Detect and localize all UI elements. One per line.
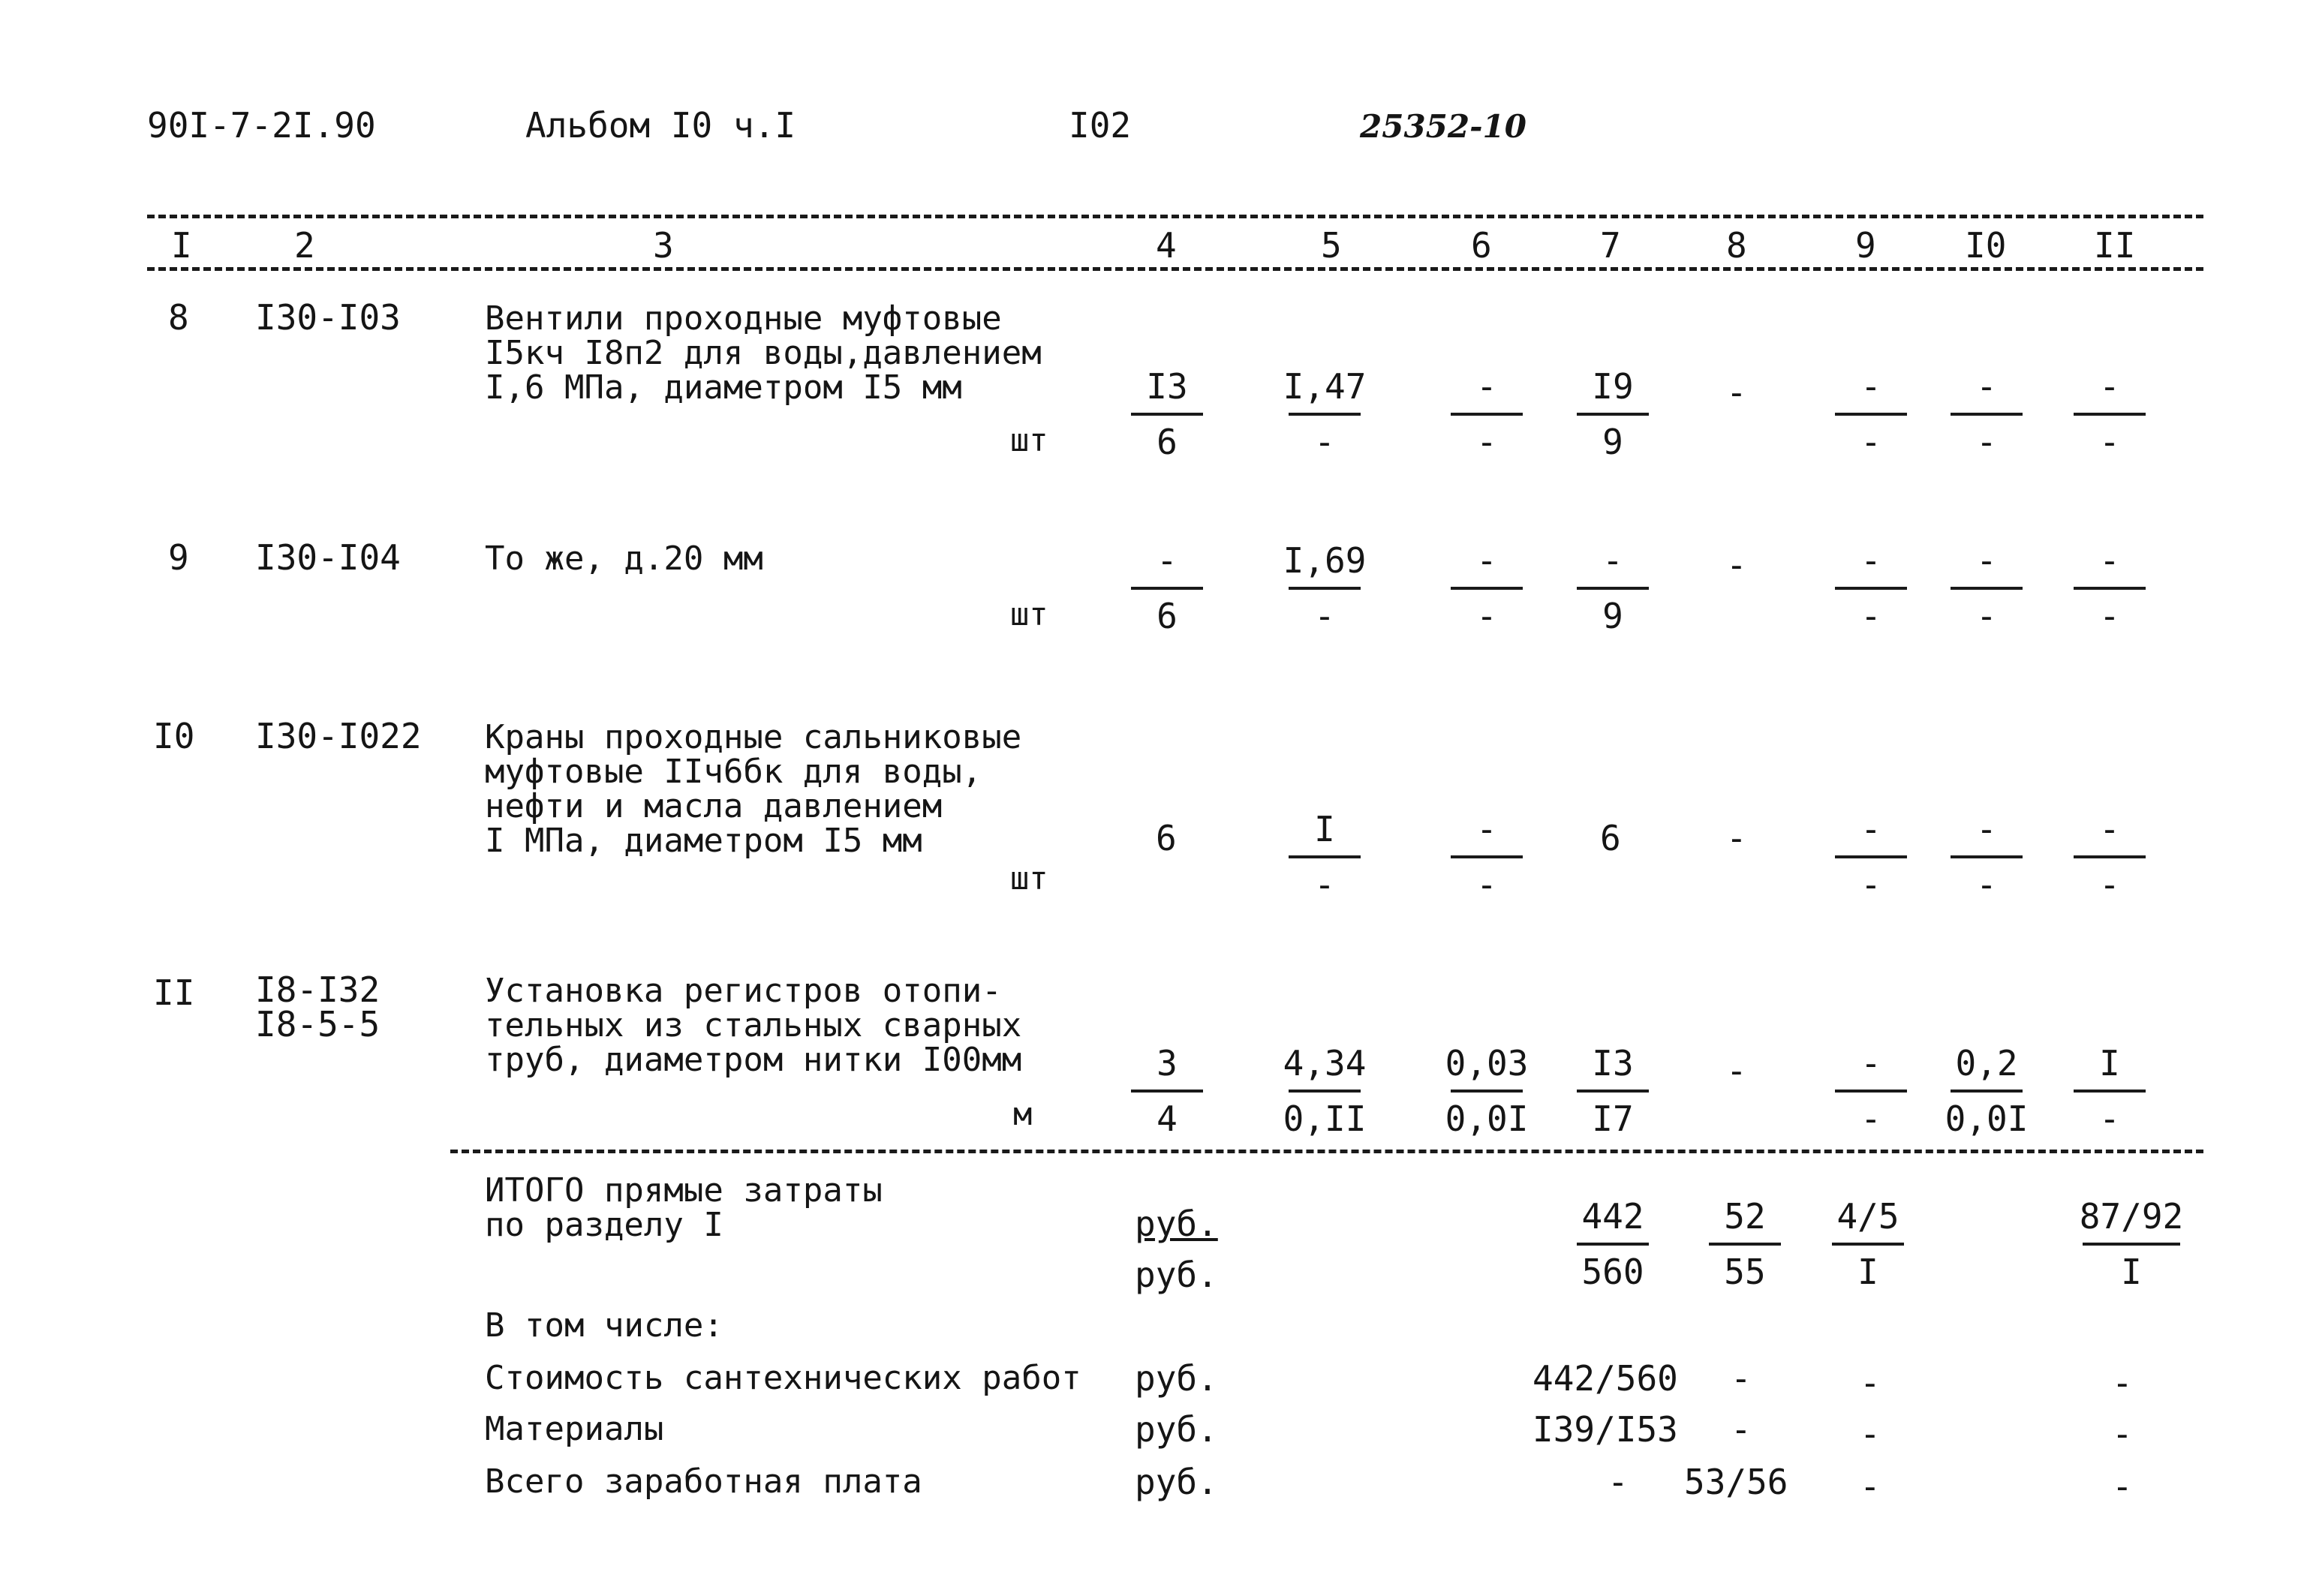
dashed-divider bbox=[450, 1150, 2203, 1153]
page-number: I02 bbox=[1069, 105, 1132, 146]
cell-col11: - - bbox=[2061, 807, 2158, 906]
breakdown-value: - bbox=[1731, 1409, 1752, 1450]
breakdown-label: Всего заработная плата bbox=[485, 1462, 922, 1501]
breakdown-label: Стоимость сантехнических работ bbox=[485, 1359, 1081, 1397]
breakdown-label: Материалы bbox=[485, 1410, 664, 1448]
row-code: I30-I022 bbox=[255, 716, 422, 756]
breakdown-unit: руб. bbox=[1135, 1358, 1218, 1399]
row-description-line: I,6 МПа, диаметром I5 мм bbox=[485, 368, 962, 407]
cell-col4: 3 4 bbox=[1118, 1041, 1216, 1141]
row-code: I8-I32 bbox=[255, 969, 380, 1010]
cell-col8: - bbox=[1726, 372, 1747, 413]
cell-col7: I9 9 bbox=[1564, 365, 1662, 464]
cell-col8: - bbox=[1726, 1050, 1747, 1091]
row-unit: шт bbox=[1010, 860, 1048, 897]
dashed-divider bbox=[147, 267, 2203, 271]
breakdown-value: - bbox=[1860, 1466, 1881, 1507]
row-code-secondary: I8-5-5 bbox=[255, 1004, 380, 1044]
album-label: Альбом I0 ч.I bbox=[525, 105, 796, 146]
totals-unit: руб. bbox=[1135, 1255, 1218, 1295]
cell-col6: 0,03 0,0I bbox=[1445, 1043, 1529, 1139]
totals-col8: 52 55 bbox=[1696, 1195, 1794, 1294]
breakdown-value: - bbox=[1860, 1414, 1881, 1454]
row-number: 9 bbox=[168, 537, 189, 578]
cell-col10: - - bbox=[1938, 365, 2035, 464]
totals-col7: 442 560 bbox=[1564, 1195, 1662, 1294]
breakdown-value: - bbox=[1860, 1363, 1881, 1403]
column-number: 2 bbox=[294, 225, 315, 266]
dashed-divider bbox=[147, 215, 2203, 218]
totals-label: по разделу I bbox=[485, 1206, 723, 1244]
cell-col4: I3 6 bbox=[1118, 365, 1216, 464]
cell-col9: - - bbox=[1822, 365, 1920, 464]
breakdown-unit: руб. bbox=[1135, 1462, 1218, 1502]
breakdown-value: 53/56 bbox=[1684, 1462, 1788, 1502]
breakdown-value: - bbox=[1608, 1462, 1629, 1502]
cell-col7: - 9 bbox=[1564, 539, 1662, 638]
row-unit: шт bbox=[1010, 422, 1048, 458]
cell-col5: I,47 - bbox=[1283, 366, 1367, 462]
row-description-line: То же, д.20 мм bbox=[485, 540, 763, 578]
cell-col6: - - bbox=[1438, 807, 1535, 906]
totals-unit: руб. bbox=[1135, 1204, 1218, 1244]
cell-col9: - - bbox=[1822, 539, 1920, 638]
breakdown-value: - bbox=[2112, 1363, 2133, 1403]
cell-col11: - - bbox=[2061, 365, 2158, 464]
cell-col11: I - bbox=[2061, 1041, 2158, 1141]
cell-col5: 4,34 0,II bbox=[1283, 1043, 1367, 1139]
row-unit: м bbox=[1013, 1096, 1033, 1132]
cell-col4: 6 bbox=[1156, 818, 1177, 858]
handwritten-number: 25352-10 bbox=[1360, 108, 1526, 145]
cell-col9: - - bbox=[1822, 807, 1920, 906]
row-description-line: I5кч I8п2 для воды,давлением bbox=[485, 334, 1042, 372]
document-code: 90I-7-2I.90 bbox=[147, 105, 376, 146]
breakdown-value: - bbox=[2112, 1414, 2133, 1454]
cell-col8: - bbox=[1726, 818, 1747, 858]
breakdown-value: - bbox=[1731, 1358, 1752, 1399]
row-number: 8 bbox=[168, 297, 189, 338]
row-description-line: нефти и масла давлением bbox=[485, 787, 943, 825]
column-number: II bbox=[2094, 225, 2136, 266]
totals-col11: 87/92 I bbox=[2079, 1196, 2184, 1292]
column-number: 3 bbox=[653, 225, 674, 266]
row-code: I30-I03 bbox=[255, 297, 401, 338]
row-description-line: труб, диаметром нитки I00мм bbox=[485, 1041, 1022, 1079]
cell-col5: I - bbox=[1276, 807, 1373, 906]
row-number: II bbox=[153, 972, 195, 1013]
row-description-line: Краны проходные сальниковые bbox=[485, 718, 1022, 756]
row-description-line: I МПа, диаметром I5 мм bbox=[485, 822, 922, 860]
column-number: 8 bbox=[1726, 225, 1747, 266]
cell-col7: I3 I7 bbox=[1564, 1041, 1662, 1141]
cell-col7: 6 bbox=[1600, 818, 1621, 858]
cell-col6: - - bbox=[1438, 539, 1535, 638]
row-description-line: муфтовые IIч6бк для воды, bbox=[485, 753, 982, 791]
cell-col5: I,69 - bbox=[1283, 540, 1367, 636]
cell-col6: - - bbox=[1438, 365, 1535, 464]
cell-col10: - - bbox=[1938, 539, 2035, 638]
column-number: I bbox=[171, 225, 192, 266]
breakdown-value: - bbox=[2112, 1466, 2133, 1507]
row-number: I0 bbox=[153, 716, 195, 756]
breakdown-unit: руб. bbox=[1135, 1409, 1218, 1450]
column-number: 5 bbox=[1321, 225, 1342, 266]
cell-col10: 0,2 0,0I bbox=[1945, 1043, 2029, 1139]
cell-col4: - 6 bbox=[1118, 539, 1216, 638]
row-description-line: Вентили проходные муфтовые bbox=[485, 299, 1002, 338]
totals-label: ИТОГО прямые затраты bbox=[485, 1171, 883, 1210]
breakdown-value: 442/560 bbox=[1532, 1358, 1678, 1399]
column-number: 9 bbox=[1855, 225, 1876, 266]
including-label: В том числе: bbox=[485, 1306, 723, 1345]
cell-col10: - - bbox=[1938, 807, 2035, 906]
cell-col8: - bbox=[1726, 545, 1747, 585]
row-description-line: Установка регистров отопи- bbox=[485, 972, 1002, 1010]
row-unit: шт bbox=[1010, 596, 1048, 633]
column-number: 4 bbox=[1156, 225, 1177, 266]
cell-col9: - - bbox=[1822, 1041, 1920, 1141]
column-number: 6 bbox=[1471, 225, 1492, 266]
cell-col11: - - bbox=[2061, 539, 2158, 638]
column-number: I0 bbox=[1965, 225, 2007, 266]
breakdown-value: I39/I53 bbox=[1532, 1409, 1678, 1450]
row-code: I30-I04 bbox=[255, 537, 401, 578]
column-number: 7 bbox=[1600, 225, 1621, 266]
totals-col9: 4/5 I bbox=[1819, 1195, 1917, 1294]
row-description-line: тельных из стальных сварных bbox=[485, 1006, 1022, 1044]
